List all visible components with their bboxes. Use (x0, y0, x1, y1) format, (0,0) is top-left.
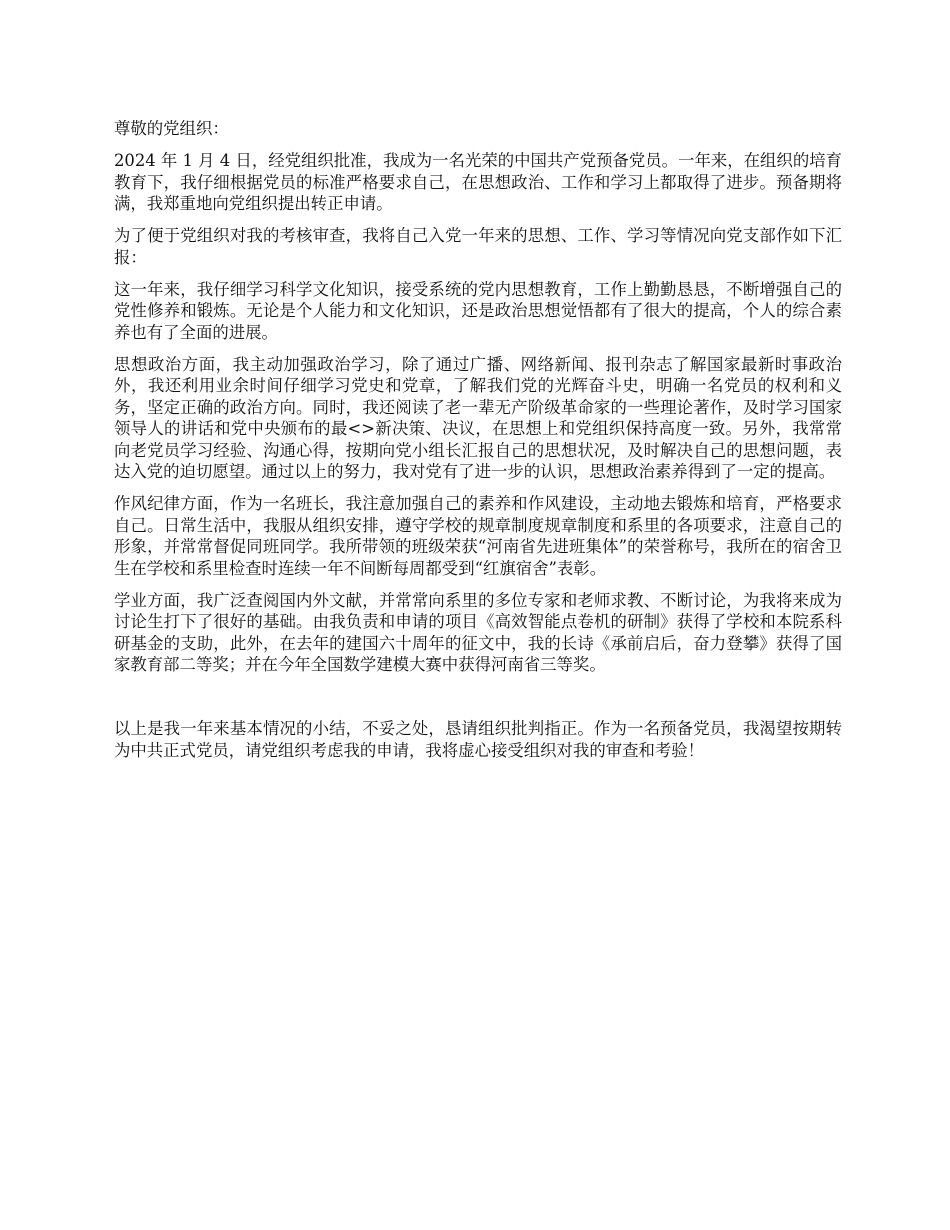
paragraph-political: 思想政治方面，我主动加强政治学习，除了通过广播、网络新闻、报刊杂志了解国家最新时事政治外，我还利用业余时间仔细学习党史和党章，了解我们党的光辉奋斗史，明确一名党员的权利和义务，坚定正确的政治方向。同时，我还阅读了老一辈无产阶级革命家的一些理论著作，及时学习国家领导人的讲话和党中央颁布的最<>新决策、决议，在思想上和党组织保持高度一致。另外，我常常向老党员学习经验、沟通心得，按期向党小组长汇报自己的思想状况，及时解决自己的思想问题，表达入党的迫切愿望。通过以上的努力，我对党有了进一步的认识，思想政治素养得到了一定的提高。 (114, 354, 842, 481)
paragraph-study: 学业方面，我广泛查阅国内外文献，并常常向系里的多位专家和老师求教、不断讨论，为我将来成为讨论生打下了很好的基础。由我负责和申请的项目《高效智能点卷机的研制》获得了学校和本院系科研基金的支助，此外，在去年的建国六十周年的征文中，我的长诗《承前启后，奋力登攀》获得了国家教育部二等奖；并在今年全国数学建模大赛中获得河南省三等奖。 (114, 590, 842, 674)
paragraph-report-intro: 为了便于党组织对我的考核审查，我将自己入党一年来的思想、工作、学习等情况向党支部作如下汇报： (114, 226, 842, 267)
letter-body (114, 118, 842, 772)
paragraph-closing: 以上是我一年来基本情况的小结，不妥之处，恳请组织批判指正。作为一名预备党员，我渴望按期转为中共正式党员，请党组织考虑我的申请，我将虚心接受组织对我的审查和考验！ (114, 719, 842, 760)
paragraph-spacer (114, 686, 842, 718)
paragraph-discipline: 作风纪律方面，作为一名班长，我注意加强自己的素养和作风建设，主动地去锻炼和培育，严格要求自己。日常生活中，我服从组织安排，遵守学校的规章制度规章制度和系里的各项要求，注意自己的形象，并常常督促同班同学。我所带领的班级荣获“河南省先进班集体”的荣誉称号，我所在的宿舍卫生在学校和系里检查时连续一年不间断每周都受到“红旗宿舍”表彰。 (114, 494, 842, 578)
salutation: 尊敬的党组织： (114, 119, 229, 138)
paragraph-summary: 这一年来，我仔细学习科学文化知识，接受系统的党内思想教育，工作上勤勤恳恳，不断增强自己的党性修养和锻炼。无论是个人能力和文化知识，还是政治思想觉悟都有了很大的提高，个人的综合素养也有了全面的进展。 (114, 279, 842, 342)
paragraph-intro: 2024 年 1 月 4 日，经党组织批准，我成为一名光荣的中国共产党预备党员。一年来，在组织的培育教育下，我仔细根据党员的标准严格要求自己，在思想政治、工作和学习上都取得了进步。预备期将满，我郑重地向党组织提出转正申请。 (114, 151, 842, 213)
